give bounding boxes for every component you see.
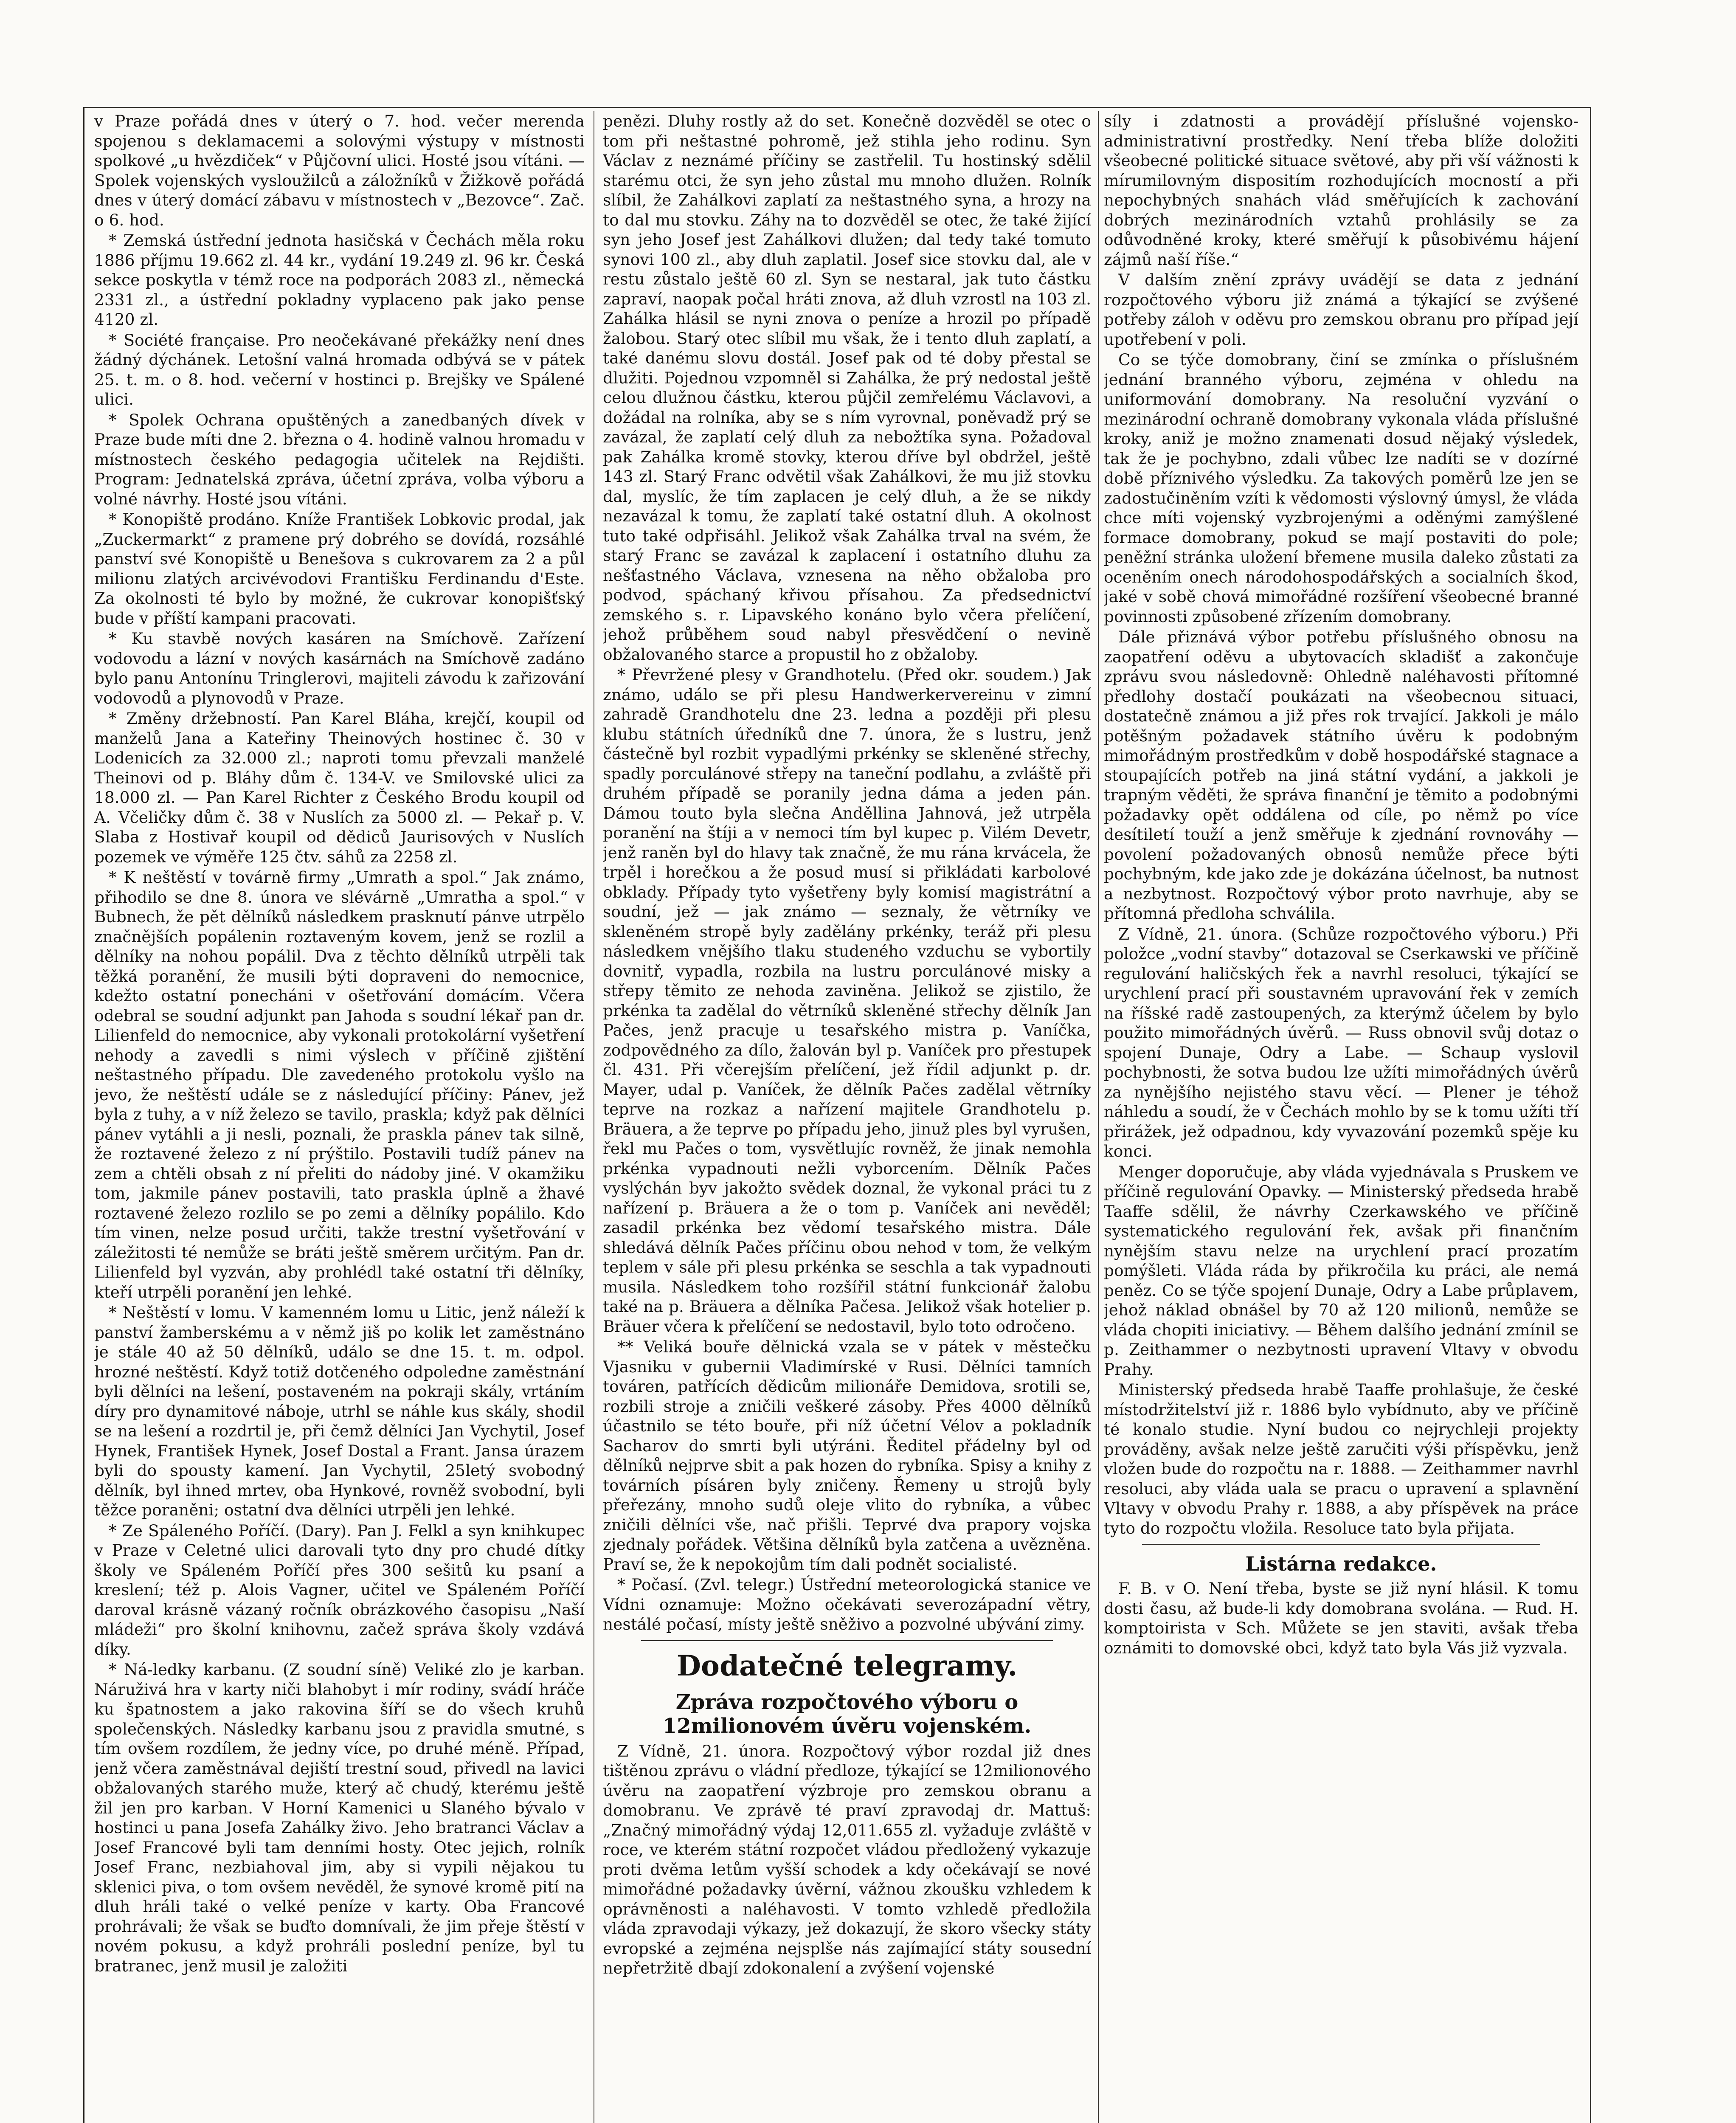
article-paragraph: Menger doporučuje, aby vláda vyjednávala s Pruskem ve příčině regulování Opavky. — Ministerský předseda hrabě Taaffe sdělil, že návrhy Czerkawského ve příčině systematického regulování řek, avšak při finančním nynějším stavu nelze na urychlení prací prozatím pomýšleti. Vláda ráda by přikročila ku práci, ale nemá peněz. Co se týče spojení Dunaje, Odry a Labe průplavem, jehož náklad obnášel by 70 až 120 milionů, nemůže se vláda chopiti iniciativy. — Během dalšího jednání zmínil se p. Zeithammer o nezbytnosti upravení Vltavy v obvodu Prahy. (1104, 1162, 1578, 1379)
article-paragraph: penězi. Dluhy rostly až do set. Konečně dozvěděl se otec o tom při neštastné pohromě, jež stihla jeho rodinu. Syn Václav z neznámé příčiny se zastřelil. Tu hostinský sdělil starému otci, že syn jeho zůstal mu mnoho dlužen. Rolník slíbil, že Zahálkovi zaplatí za neštastného syna, a hrozy na to dal mu stovku. Záhy na to dozvěděl se otec, že také žijící syn jeho Josef jest Zahálkovi dlužen; dal tedy také tomuto synovi 100 zl., aby dluh zaplatil. Josef sice stovku dal, ale v restu zůstalo ještě 60 zl. Syn se nestaral, jak tuto částku zapraví, naopak počal hráti znova, až dluh vzrostl na 103 zl. Zahálka hlásil se nyni znova o peníze a hrozil po případě žalobou. Starý otec slíbil mu však, že i tento dluh zaplatí, a také danému slovu dostál. Josef pak od té doby přestal se dlužiti. Pojednou vzpomněl si Zahálka, že prý nedostal ještě celou dlužnou částku, kterou půjčil zemřelému Václavovi, a dožádal na rolníka, aby se s ním vyrovnal, poněvadž prý se zavázal, že zaplatí celý dluh za nebožtíka syna. Požadoval pak Zahálka kromě stovky, kterou dříve byl obdržel, ještě 143 zl. Starý Franc odvětil však Zahálkovi, že mu již stovku dal, myslíc, že tím zaplacen je celý dluh, a že se nikdy nezavázal k tomu, že zaplatí také ostatní dluh. A okolnost tuto také odpřisáhl. Jelikož však Zahálka trval na svém, že starý Franc se zavázal k zaplacení i ostatního dluhu za nešťastného Václava, vznesena na něho obžaloba pro podvod, spáchaný křivou přísahou. Za předsednictví zemského s. r. Lipavského konáno bylo včera přelíčení, jehož průběhem soud nabyl přesvědčení o nevině obžalovaného starce a propustil ho z obžaloby. (603, 112, 1091, 664)
article-paragraph: síly i zdatnosti a provádějí příslušné vojensko-administrativní prostředky. Není třeba blíže doložiti všeobecné politické situace světové, aby při vší vážnosti k mírumilovným dispositím rozhodujících mocností a při nepochybných snahách vlád směřujících k zachování dobrých mezinárodních vztahů prohlásily se za odůvodněné kroky, které směřují k působivému hájení zájmů naší říše.“ (1104, 112, 1578, 269)
article-paragraph: * Société française. Pro neočekávané překážky není dnes žádný dýchánek. Letošní valná hromada odbývá se v pátek 25. t. m. o 8. hod. večerní v hostinci p. Brejšky ve Spálené ulici. (94, 330, 585, 408)
article-paragraph: * Neštěstí v lomu. V kamenném lomu u Litic, jenž náleží k panství žamberskému a v němž jiš po kolik let zaměstnáno je stále 40 až 50 dělníků, událo se dne 15. t. m. odpol. hrozné neštěstí. Když totiž dotčeného odpoledne zaměstnání byli dělníci na lešení, postaveném na pokraji skály, vrtáním díry pro dynamitové náboje, utrhl se náhle kus skály, shodil se na lešení a rozdrtil je, při čemž dělníci Jan Vychytil, Josef Hynek, František Hynek, Josef Dostal a Frant. Jansa úrazem byli do spousty kamení. Jan Vychytil, 25letý svobodný dělník, byl ihned mrtev, oba Hynkové, rovněž svobodní, byli těžce poraněni; ostatní dva dělníci utrpěli jen lehké. (94, 1303, 585, 1519)
article-paragraph: * Spolek Ochrana opuštěných a zanedbaných dívek v Praze bude míti dne 2. března o 4. hodině valnou hromadu v místnostech českého pedagogia učitelek na Rejdišti. Program: Jednatelská zpráva, účetní zpráva, volba výboru a volné návrhy. Hosté jsou vítáni. (94, 410, 585, 508)
listarna-heading: Listárna redakce. (1245, 1552, 1437, 1575)
section-divider (1142, 1544, 1540, 1545)
article-paragraph: * Převržené plesy v Grandhotelu. (Před okr. soudem.) Jak známo, událo se při plesu Handwerkervereinu v zimní zahradě Grandhotelu dne 23. ledna a později při plesu klubu státních úředníků dne 7. února, že s lustru, jenž částečně byl rozbit vypadlými prkénky se skleněné střechy, spadly porculánové střepy na taneční podlahu, a zvláště při druhém případě se poranily jedna dáma a jeden pán. Dámou touto byla slečna Anděllina Jahnová, jež utrpěla poranění na štíji a v nemoci tím byl kupec p. Vilém Devetr, jenž raněn byl do hlavy tak značně, že mu rána krvácela, že trpěl i horečkou a že posud musí si přikládati karbolové obklady. Případy tyto vyšetřeny byly komisí magistrátní a soudní, jež — jak známo — seznaly, že větrníky ve skleněném stropě byly zadělány prkénky, teráž při plesu následkem vnějšího tlaku studeného vzduchu se vybortily dovnitř, vypadla, rozbila na lustru porculánové misky a střepy těmito ze nehoda zaviněna. Jelikož se zjistilo, že prkénka ta zadělal do větrníků skleněné střechy dělník Jan Pačes, jenž pracuje u tesařského mistra p. Vaníčka, zodpovědného za dílo, žalován byl p. Vaníček pro přestupek čl. 431. Při včerejším přelíčení, jež řídil adjunkt p. dr. Mayer, udal p. Vaníček, že dělník Pačes zadělal větrníky teprve na rozkaz a nařízení majitele Grandhotelu p. Bräuera, a že teprve po případu jeho, jinuž ples byl vyrušen, řekl mu Pačes o tom, vysvětlujíc rovněž, že jinak nemohla prkénka vypadnouti nežli vyborcením. Dělník Pačes vyslýchán byv jakožto svědek doznal, že vykonal práci tu z nařízení p. Bräuera a že o tom p. Vaníček ani nevěděl; zasadil prkénka bez vědomí tesařského mistra. Dále shledává dělník Pačes příčinu obou nehod v tom, že velkým teplem v sále při plesu prkénka se seschla a tak vypadnouti musila. Následkem toho rozšířil státní funkcionář žalobu také na p. Bräuera a dělníka Pačesa. Jelikož však hotelier p. Bräuer včera k přelíčení se nedostavil, bylo toto odročeno. (603, 665, 1091, 1336)
section-divider (641, 1640, 1053, 1641)
listarna-paragraph: F. B. v O. Není třeba, byste se již nyní hlásil. K tomu dosti času, až bude-li kdy domobrana svolána. — Rud. H. komptoirista v Sch. Můžete se jen staviti, avšak třeba oznámiti to domovské obci, když tato byla Vás již vyzvala. (1104, 1579, 1578, 1657)
article-paragraph: ** Veliká bouře dělnická vzala se v pátek v městečku Vjasniku v gubernii Vladimírské v Rusi. Dělníci tamních továren, patřících dědicům milionáře Demidova, srotili se, rozbili stroje a zničili veškeré zásoby. Přes 4000 dělníků účastnilo se této bouře, při níž účetní Vélov a pokladník Sacharov do smrti byli utýráni. Ředitel přádelny byl od dělníků nejprve sbit a pak hozen do rybníka. Spisy a knihy z továrních písáren byly zničeny. Řemeny u strojů byly přeřezány, mnoho sudů oleje vlito do rybníka, a vůbec zničili dělníci vše, nač přišli. Teprvé dva prapory vojska zjednaly pořádek. Většina dělníků byla zatčena a uvězněna. Praví se, že k nepokojům tím dali podnět socialisté. (603, 1337, 1091, 1574)
article-paragraph: * Ku stavbě nových kasáren na Smíchově. Zařízení vodovodu a lázní v nových kasárnách na Smíchově zadáno bylo panu Antonínu Tringlerovi, majiteli závodu k zařizování vodovodů a plynovodů v Praze. (94, 629, 585, 707)
telegrams-subheading: Zpráva rozpočtového výboru o 12milionovém úvěru vojenském. (662, 1690, 1032, 1738)
article-paragraph: * Ná-ledky karbanu. (Z soudní síně) Veliké zlo je karban. Náruživá hra v karty niči blahobyt i mír rodiny, svádí hráče ku špatnostem a jako rakovina šíří se do všech kruhů společenských. Následky karbanu jsou z pravidla smutné, s tím ovšem rozdílem, že jedny více, po druhé méně. Případ, jenž včera zaměstnával dejiští trestní soud, přivedl na lavici obžalovaných starého muže, který ač chudý, kterému ještě žil jen pro karban. V Horní Kamenici u Slaného bývalo v hostinci u pana Josefa Zahálky živo. Jeho bratranci Václav a Josef Francové byli tam denními hosty. Otec jejich, rolník Josef Franc, nezbiahoval jim, aby si vypili nějakou tu sklenici piva, o tom ovšem nevěděl, že synové kromě pití na dluh hráli také o velké peníze v karty. Oba Francové prohrávali; že však se buďto domnívali, že jim přeje štěstí v novém pokusu, a když prohráli poslední peníze, byl tu bratranec, jenž musil je založiti (94, 1660, 585, 1975)
article-paragraph: Dále přiznává výbor potřebu příslušného obnosu na zaopatření oděvu a ubytovacích skladišť a zakončuje zprávu svou následovně: Ohledně naléhavosti přítomné předlohy dostačí poukázati na všeobecnou situaci, dostatečně známou a již přes rok trvající. Jakkoli je málo potěšným požadavek státního úvěru k podobným mimořádným prostředkům v době hospodářské stagnace a stoupajících potřeb na jiná státní vydání, a jakkoli je trapným věděti, že správa finanční je těmito a podobnými požadavky opět oddálena od cíle, po němž po více desítiletí touží a jenž směřuje k zjednání rovnováhy — povolení požadovaných obnosů nemůže přece býti pochybným, kde jako zde je dokázána účelnost, ba nutnost a nezbytnost. Rozpočtový výbor proto navrhuje, aby se přítomná předloha schválila. (1104, 628, 1578, 923)
article-paragraph: Co se týče domobrany, činí se zmínka o příslušném jednání branného výboru, zejména v ohledu na uniformování domobrany. Na resoluční vyzvání o mezinárodní ochraně domobrany vykonala vláda příslušné kroky, aniž je možno znamenati dosud nějaký výsledek, tak že je pochybno, zdali vůbec lze nadíti se v dozírné době příznivého výsledku. Za takových poměrů lze jen se zadostučiněním vzíti k vědomosti výslovný úmysl, že vláda chce míti vojenský vyzbrojenými a oděnými zamýšlené formace domobrany, pokud se mají postaviti do pole; peněžní stránka uložení břemene musila daleko zůstati za oceněním onech národohospodářských a socialních škod, jaké v sobě chová mimořádné rozšíření všeobecné branné povinnosti způsobené zřízením domobrany. (1104, 350, 1578, 626)
column-3 (1104, 111, 1578, 2123)
column-1 (94, 111, 585, 2123)
article-paragraph: v Praze pořádá dnes v úterý o 7. hod. večer merenda spojenou s deklamacemi a solovými výstupy v místnosti spolkové „u hvězdiček“ v Půjčovní ulici. Hosté jsou vítáni. — Spolek vojenských vysloužilců a záložníků v Žižkově pořádá dnes v úterý domácí zábavu v místnostech v „Bezovce“. Zač. o 6. hod. (94, 112, 585, 229)
article-paragraph: * Konopiště prodáno. Kníže František Lobkovic prodal, jak „Zuckermarkt“ z pramene prý dobrého se dovídá, rozsáhlé panství své Konopiště u Benešova s cukrovarem za 2 a půl milionu zlatých arcivévodovi Františku Ferdinandu d'Este. Za okolnosti té bylo by možné, že cukrovar konopišťský bude v příští kampani pracovati. (94, 510, 585, 628)
article-paragraph: * K neštěstí v továrně firmy „Umrath a spol.“ Jak známo, přihodilo se dne 8. února ve slévárně „Umratha a spol.“ v Bubnech, že pět dělníků následkem prasknutí pánve utrpělo značnějších popálenin roztaveným kovem, jenž se rozlil a dělníky na nohou popálil. Dva z těchto dělníků utrpěli tak těžká poranění, že musili býti dopraveni do nemocnice, kdežto ostatní ponecháni v ošetřování domácím. Včera odebral se soudní adjunkt pan Jahoda s soudní lékař pan dr. Lilienfeld do nemocnice, aby vykonali protokolární vyšetření nehody a zavedli s nimi výslech v příčině zjištění neštastného případu. Dle zavedeného protokolu vyšlo na jevo, že neštěstí udále se z následující příčiny: Pánev, jež byla z tuhy, a v níž železo se tavilo, praskla; když pak dělníci pánev vytáhli a ji nesli, poznali, že praskla pánev tak silně, že roztavené železo z ní prýštilo. Postavili tudíž pánev na zem a chtěli obsah z ní přeliti do nádoby jiné. V okamžiku tom, jakmile pánev postavili, tato praskla úplně a žhavé roztavené železo rozlilo se po zemi a dělníky popálilo. Kdo tím vinen, nelze posud určiti, takže trestní vyšetřování v záležitosti té nemůže se bráti ještě směrem určitým. Pan dr. Lilienfeld byl vyzván, aby prohlédl také ostatní tři dělníky, kteří utrpěli poranění jen lehké. (94, 868, 585, 1301)
article-paragraph: Ministerský předseda hrabě Taaffe prohlašuje, že české místodržitelství již r. 1886 bylo vybídnuto, aby ve příčině té konalo studie. Nyní budou co nejrychleji projekty prováděny, avšak nelze ještě zaručiti výši příspěvku, jenž vložen bude do rozpočtu na r. 1888. — Zeithammer navrhl resoluci, aby vláda uala se pracu o upravení a splavnění Vltavy v obvodu Prahy r. 1888, a aby příspěvek na práce tyto do rozpočtu vložila. Resoluce tato byla přijata. (1104, 1380, 1578, 1537)
article-paragraph: * Změny držebností. Pan Karel Bláha, krejčí, koupil od manželů Jana a Kateřiny Theinových hostinec č. 30 v Lodenicích za 32.000 zl.; naproti tomu převzali manželé Theinovi od p. Bláhy dům č. 134-V. ve Smilovské ulici za 18.000 zl. — Pan Karel Richter z Českého Brodu koupil od A. Včeličky dům č. 38 v Nuslích za 5000 zl. — Pekař p. V. Slaba z Hostivař koupil od dědiců Jaurisových v Nuslích pozemek ve výměře 125 čtv. sáhů za 2258 zl. (94, 709, 585, 866)
article-paragraph: V dalším znění zprávy uvádějí se data z jednání rozpočtového výboru již známá a týkající se zvýšené potřeby záloh v oděvu pro zemskou obranu pro případ její upotřebení v poli. (1104, 270, 1578, 349)
article-paragraph: * Počasí. (Zvl. telegr.) Ústřední meteorologická stanice ve Vídni oznamuje: Možno očekávati severozápadní větry, nestálé počasí, místy ještě sněživo a pozvolné ubývání zimy. (603, 1575, 1091, 1633)
telegram-paragraph: Z Vídně, 21. února. Rozpočtový výbor rozdal již dnes tištěnou zprávu o vládní předloze, týkající se 12milionového úvěru na zaopatření výzbroje pro zemskou obranu a domobranu. Ve zprávě té praví zpravodaj dr. Mattuš: „Značný mimořádný výdaj 12,011.655 zl. vyžaduje zvláště v roce, ve kterém státní rozpočet vládou předložený vykazuje proti dvěma letům vyšší schodek a kdy očekávají se nové mimořádné požadavky úvěrní, vážnou zkoušku vzhledem k oprávněnosti a naléhavosti. V tomto vzhledě předložila vláda zpravodaji výkazy, jež dokazují, že skoro všecky státy evropské a zejména nejsplše nás zajímající státy sousední nepřetržitě dbají zdokonalení a zvýšení vojenské (603, 1741, 1091, 1977)
article-paragraph: Z Vídně, 21. února. (Schůze rozpočtového výboru.) Při položce „vodní stavby“ dotazoval se Cserkawski ve příčině regulování haličských řek a navrhl resoluci, týkající se urychlení prací při soustavném upravování řek v zemích na říšské radě zastoupených, za kterýmž účelem by bylo použito mimořádných úvěrů. — Russ obnovil svůj dotaz o spojení Dunaje, Odry a Labe. — Schaup vyslovil pochybnosti, že sotva budou lze užíti mimořádných úvěrů za nynějšího nejistého stavu věcí. — Plener je téhož náhledu a soudí, že v Čechách mohlo by se k tomu užíti tří přirážek, jež odpadnou, kdy vyvazování pozemků spěje ku konci. (1104, 924, 1578, 1160)
column-2 (603, 111, 1091, 2123)
telegrams-heading: Dodatečné telegramy. (676, 1649, 1018, 1682)
article-paragraph: * Ze Spáleného Poříčí. (Dary). Pan J. Felkl a syn knihkupec v Praze v Celetné ulici darovali tyto dny pro chudé dítky školy ve Spáleném Poříčí přes 300 sešitů ku psaní a kreslení; též p. Alois Vagner, učitel ve Spáleném Poříčí daroval krásně vázaný ročník obrázkového časopisu „Naší mládeži“ pro školní knihovnu, začež správa školy vzdává díky. (94, 1521, 585, 1658)
column-rule (1098, 111, 1099, 2123)
article-paragraph: * Zemská ústřední jednota hasičská v Čechách měla roku 1886 příjmu 19.662 zl. 44 kr., vydání 19.249 zl. 96 kr. Česká sekce poskytla v témž roce na podporách 2083 zl., německá 2331 zl., a ústřední pokladny vyplaceno pak jako pense 4120 zl. (94, 231, 585, 329)
